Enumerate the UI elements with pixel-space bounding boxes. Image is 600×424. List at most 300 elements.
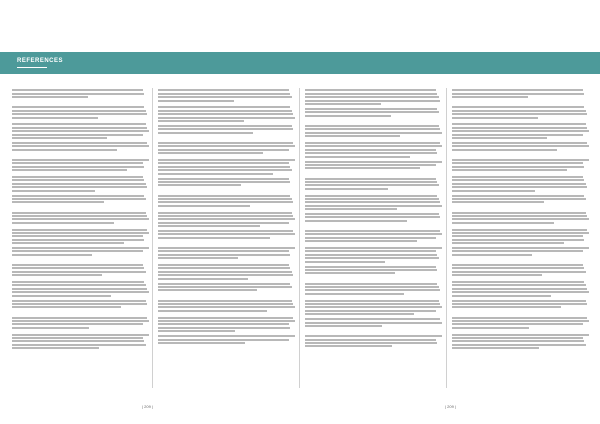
text-line-placeholder bbox=[158, 215, 293, 217]
text-line-placeholder bbox=[452, 96, 528, 98]
text-line-placeholder bbox=[158, 149, 289, 151]
reference-entry bbox=[158, 142, 296, 156]
text-line-placeholder bbox=[452, 137, 547, 139]
text-line-placeholder bbox=[305, 152, 437, 154]
text-line-placeholder bbox=[158, 113, 293, 115]
text-line-placeholder bbox=[452, 317, 587, 319]
reference-entry bbox=[452, 334, 590, 350]
reference-entry bbox=[12, 195, 150, 209]
text-line-placeholder bbox=[158, 128, 293, 130]
reference-column-1 bbox=[12, 88, 150, 394]
text-line-placeholder bbox=[12, 344, 146, 346]
text-line-placeholder bbox=[452, 134, 583, 136]
reference-entry bbox=[452, 281, 590, 297]
text-line-placeholder bbox=[305, 230, 440, 232]
text-line-placeholder bbox=[12, 320, 149, 322]
text-line-placeholder bbox=[158, 283, 290, 285]
text-line-placeholder bbox=[158, 145, 295, 147]
text-line-placeholder bbox=[12, 117, 98, 119]
text-line-placeholder bbox=[12, 235, 143, 237]
text-line-placeholder bbox=[452, 176, 583, 178]
text-line-placeholder bbox=[305, 181, 437, 183]
text-line-placeholder bbox=[12, 96, 88, 98]
text-line-placeholder bbox=[158, 125, 292, 127]
reference-entry bbox=[305, 213, 443, 227]
text-line-placeholder bbox=[158, 278, 248, 280]
reference-entry bbox=[12, 334, 150, 350]
text-line-placeholder bbox=[452, 201, 544, 203]
text-line-placeholder bbox=[305, 100, 440, 102]
text-line-placeholder bbox=[305, 325, 382, 327]
reference-entry bbox=[452, 229, 590, 245]
reference-entry bbox=[158, 283, 296, 297]
text-line-placeholder bbox=[452, 113, 587, 115]
text-line-placeholder bbox=[305, 178, 436, 180]
text-line-placeholder bbox=[452, 274, 542, 276]
reference-entry bbox=[12, 106, 150, 120]
text-line-placeholder bbox=[158, 100, 234, 102]
text-line-placeholder bbox=[305, 313, 414, 315]
reference-entry bbox=[305, 247, 443, 263]
text-line-placeholder bbox=[12, 190, 95, 192]
text-line-placeholder bbox=[12, 179, 144, 181]
text-line-placeholder bbox=[12, 145, 149, 147]
reference-entry bbox=[158, 125, 296, 139]
text-line-placeholder bbox=[305, 103, 381, 105]
text-line-placeholder bbox=[158, 195, 290, 197]
reference-entry bbox=[305, 142, 443, 158]
reference-entry bbox=[305, 266, 443, 280]
text-line-placeholder bbox=[452, 179, 584, 181]
text-line-placeholder bbox=[158, 222, 289, 224]
text-line-placeholder bbox=[12, 212, 146, 214]
text-line-placeholder bbox=[452, 110, 586, 112]
reference-entry bbox=[12, 247, 150, 261]
text-line-placeholder bbox=[452, 162, 583, 164]
text-line-placeholder bbox=[305, 345, 392, 347]
text-line-placeholder bbox=[305, 188, 388, 190]
reference-entry bbox=[305, 161, 443, 175]
reference-column-3 bbox=[305, 88, 443, 394]
reference-entry bbox=[158, 195, 296, 209]
text-line-placeholder bbox=[158, 117, 295, 119]
reference-entry bbox=[452, 142, 590, 156]
text-line-placeholder bbox=[12, 113, 147, 115]
text-line-placeholder bbox=[452, 247, 589, 249]
text-line-placeholder bbox=[452, 291, 589, 293]
text-line-placeholder bbox=[305, 342, 437, 344]
text-line-placeholder bbox=[12, 166, 144, 168]
column-divider bbox=[152, 88, 153, 388]
text-line-placeholder bbox=[305, 261, 385, 263]
text-line-placeholder bbox=[12, 137, 107, 139]
reference-entry bbox=[158, 300, 296, 314]
reference-entry bbox=[452, 317, 590, 331]
text-line-placeholder bbox=[305, 198, 439, 200]
text-line-placeholder bbox=[158, 225, 260, 227]
text-line-placeholder bbox=[305, 125, 439, 127]
text-line-placeholder bbox=[12, 110, 146, 112]
text-line-placeholder bbox=[305, 111, 439, 113]
text-line-placeholder bbox=[12, 295, 111, 297]
reference-entry bbox=[158, 317, 296, 333]
text-line-placeholder bbox=[305, 286, 439, 288]
text-line-placeholder bbox=[305, 115, 391, 117]
text-line-placeholder bbox=[158, 247, 295, 249]
text-line-placeholder bbox=[158, 162, 289, 164]
text-line-placeholder bbox=[12, 284, 146, 286]
text-line-placeholder bbox=[158, 310, 267, 312]
text-line-placeholder bbox=[158, 306, 295, 308]
text-line-placeholder bbox=[158, 110, 292, 112]
text-line-placeholder bbox=[305, 322, 442, 324]
reference-entry bbox=[12, 176, 150, 192]
text-line-placeholder bbox=[305, 310, 436, 312]
text-line-placeholder bbox=[305, 156, 410, 158]
text-line-placeholder bbox=[305, 257, 439, 259]
text-line-placeholder bbox=[158, 184, 241, 186]
reference-entry bbox=[158, 159, 296, 175]
text-line-placeholder bbox=[12, 149, 117, 151]
text-line-placeholder bbox=[158, 181, 290, 183]
text-line-placeholder bbox=[12, 127, 147, 129]
text-line-placeholder bbox=[12, 250, 143, 252]
text-line-placeholder bbox=[452, 271, 586, 273]
text-line-placeholder bbox=[452, 303, 587, 305]
text-line-placeholder bbox=[158, 106, 290, 108]
text-line-placeholder bbox=[305, 128, 440, 130]
text-line-placeholder bbox=[12, 242, 124, 244]
text-line-placeholder bbox=[158, 303, 293, 305]
text-line-placeholder bbox=[158, 152, 263, 154]
text-line-placeholder bbox=[452, 284, 586, 286]
text-line-placeholder bbox=[158, 317, 293, 319]
text-line-placeholder bbox=[12, 303, 147, 305]
text-line-placeholder bbox=[452, 344, 586, 346]
text-line-placeholder bbox=[158, 267, 290, 269]
text-line-placeholder bbox=[12, 274, 102, 276]
text-line-placeholder bbox=[305, 289, 440, 291]
text-line-placeholder bbox=[305, 303, 440, 305]
text-line-placeholder bbox=[158, 327, 290, 329]
reference-entry bbox=[158, 89, 296, 103]
text-line-placeholder bbox=[158, 286, 292, 288]
text-line-placeholder bbox=[12, 222, 114, 224]
text-line-placeholder bbox=[12, 317, 147, 319]
reference-entry bbox=[305, 230, 443, 244]
text-line-placeholder bbox=[158, 271, 292, 273]
text-line-placeholder bbox=[158, 96, 292, 98]
text-line-placeholder bbox=[12, 162, 143, 164]
text-line-placeholder bbox=[305, 132, 442, 134]
text-line-placeholder bbox=[305, 318, 440, 320]
text-line-placeholder bbox=[452, 186, 587, 188]
reference-entry bbox=[452, 123, 590, 139]
text-line-placeholder bbox=[12, 271, 146, 273]
reference-entry bbox=[305, 318, 443, 332]
text-line-placeholder bbox=[12, 267, 144, 269]
section-header-bar bbox=[0, 52, 600, 74]
text-line-placeholder bbox=[12, 183, 146, 185]
text-line-placeholder bbox=[305, 339, 436, 341]
text-line-placeholder bbox=[158, 173, 273, 175]
reference-entry bbox=[452, 264, 590, 278]
reference-entry bbox=[12, 142, 150, 156]
text-line-placeholder bbox=[305, 142, 440, 144]
text-line-placeholder bbox=[305, 184, 439, 186]
text-line-placeholder bbox=[452, 242, 564, 244]
text-line-placeholder bbox=[305, 205, 442, 207]
reference-column-4 bbox=[452, 88, 590, 394]
reference-entry bbox=[452, 159, 590, 173]
text-line-placeholder bbox=[452, 198, 586, 200]
reference-entry bbox=[12, 159, 150, 173]
text-line-placeholder bbox=[305, 269, 437, 271]
text-line-placeholder bbox=[305, 167, 420, 169]
text-line-placeholder bbox=[12, 300, 146, 302]
text-line-placeholder bbox=[12, 201, 104, 203]
column-divider bbox=[299, 88, 300, 388]
text-line-placeholder bbox=[452, 222, 554, 224]
text-line-placeholder bbox=[452, 169, 567, 171]
section-title-underline bbox=[17, 67, 47, 68]
reference-entry bbox=[12, 212, 150, 226]
text-line-placeholder bbox=[305, 149, 436, 151]
text-line-placeholder bbox=[158, 212, 292, 214]
reference-entry bbox=[305, 89, 443, 105]
text-line-placeholder bbox=[12, 106, 144, 108]
text-line-placeholder bbox=[452, 334, 589, 336]
text-line-placeholder bbox=[305, 135, 400, 137]
text-line-placeholder bbox=[452, 190, 535, 192]
text-line-placeholder bbox=[305, 266, 436, 268]
text-line-placeholder bbox=[158, 289, 257, 291]
text-line-placeholder bbox=[12, 159, 149, 161]
reference-entry bbox=[452, 212, 590, 226]
text-line-placeholder bbox=[158, 169, 292, 171]
text-line-placeholder bbox=[452, 89, 583, 91]
text-line-placeholder bbox=[305, 96, 439, 98]
reference-entry bbox=[305, 108, 443, 122]
reference-entry bbox=[158, 178, 296, 192]
text-line-placeholder bbox=[158, 233, 295, 235]
text-line-placeholder bbox=[305, 195, 437, 197]
text-line-placeholder bbox=[305, 240, 417, 242]
text-line-placeholder bbox=[452, 183, 586, 185]
text-line-placeholder bbox=[452, 106, 584, 108]
reference-entry bbox=[452, 89, 590, 103]
text-line-placeholder bbox=[158, 218, 295, 220]
text-line-placeholder bbox=[12, 347, 99, 349]
text-line-placeholder bbox=[452, 235, 583, 237]
text-line-placeholder bbox=[452, 295, 551, 297]
text-line-placeholder bbox=[12, 337, 143, 339]
section-title: REFERENCES bbox=[17, 58, 64, 64]
text-line-placeholder bbox=[12, 327, 89, 329]
text-line-placeholder bbox=[305, 216, 440, 218]
text-line-placeholder bbox=[158, 230, 293, 232]
text-line-placeholder bbox=[158, 257, 238, 259]
text-line-placeholder bbox=[305, 201, 440, 203]
text-line-placeholder bbox=[452, 145, 589, 147]
text-line-placeholder bbox=[305, 306, 442, 308]
text-line-placeholder bbox=[305, 89, 436, 91]
text-line-placeholder bbox=[12, 169, 127, 171]
text-line-placeholder bbox=[158, 300, 292, 302]
text-line-placeholder bbox=[12, 281, 144, 283]
text-line-placeholder bbox=[158, 89, 289, 91]
text-line-placeholder bbox=[158, 201, 293, 203]
reference-entry bbox=[452, 106, 590, 120]
text-line-placeholder bbox=[305, 283, 437, 285]
text-line-placeholder bbox=[12, 218, 149, 220]
text-line-placeholder bbox=[305, 145, 442, 147]
text-line-placeholder bbox=[12, 340, 144, 342]
text-line-placeholder bbox=[452, 239, 584, 241]
text-line-placeholder bbox=[452, 195, 584, 197]
text-line-placeholder bbox=[452, 337, 583, 339]
text-line-placeholder bbox=[158, 274, 293, 276]
reference-entry bbox=[305, 300, 443, 316]
text-line-placeholder bbox=[158, 142, 293, 144]
text-line-placeholder bbox=[12, 254, 92, 256]
column-divider bbox=[446, 88, 447, 388]
text-line-placeholder bbox=[452, 215, 587, 217]
text-line-placeholder bbox=[158, 132, 253, 134]
text-line-placeholder bbox=[12, 195, 144, 197]
reference-entry bbox=[305, 125, 443, 139]
text-line-placeholder bbox=[158, 205, 250, 207]
reference-entry bbox=[158, 212, 296, 228]
text-line-placeholder bbox=[452, 229, 587, 231]
page-number-right: | 209 | bbox=[445, 404, 456, 409]
text-line-placeholder bbox=[158, 335, 295, 337]
text-line-placeholder bbox=[452, 323, 583, 325]
text-line-placeholder bbox=[12, 229, 147, 231]
reference-entry bbox=[305, 178, 443, 192]
text-line-placeholder bbox=[452, 281, 584, 283]
text-line-placeholder bbox=[12, 176, 143, 178]
text-line-placeholder bbox=[158, 254, 290, 256]
text-line-placeholder bbox=[158, 237, 270, 239]
text-line-placeholder bbox=[158, 339, 289, 341]
text-line-placeholder bbox=[452, 340, 584, 342]
text-line-placeholder bbox=[305, 208, 397, 210]
text-line-placeholder bbox=[452, 264, 583, 266]
text-line-placeholder bbox=[452, 159, 589, 161]
text-line-placeholder bbox=[305, 164, 436, 166]
reference-entry bbox=[305, 335, 443, 349]
text-line-placeholder bbox=[305, 161, 442, 163]
text-line-placeholder bbox=[305, 213, 439, 215]
text-line-placeholder bbox=[158, 330, 235, 332]
text-line-placeholder bbox=[305, 93, 437, 95]
reference-column-2 bbox=[158, 88, 296, 394]
text-line-placeholder bbox=[305, 220, 407, 222]
text-line-placeholder bbox=[12, 142, 147, 144]
reference-entry bbox=[12, 89, 150, 103]
text-line-placeholder bbox=[12, 291, 149, 293]
text-line-placeholder bbox=[12, 288, 147, 290]
text-line-placeholder bbox=[12, 215, 147, 217]
reference-entry bbox=[305, 283, 443, 297]
text-line-placeholder bbox=[12, 232, 149, 234]
reference-entry bbox=[452, 195, 590, 209]
text-line-placeholder bbox=[158, 323, 289, 325]
text-line-placeholder bbox=[158, 250, 289, 252]
text-line-placeholder bbox=[452, 300, 586, 302]
text-line-placeholder bbox=[158, 198, 292, 200]
text-line-placeholder bbox=[158, 166, 290, 168]
text-line-placeholder bbox=[452, 306, 561, 308]
text-line-placeholder bbox=[305, 254, 437, 256]
text-line-placeholder bbox=[158, 120, 244, 122]
text-line-placeholder bbox=[452, 288, 587, 290]
text-line-placeholder bbox=[12, 247, 149, 249]
text-line-placeholder bbox=[12, 130, 149, 132]
text-line-placeholder bbox=[305, 233, 442, 235]
text-line-placeholder bbox=[452, 250, 583, 252]
reference-entry bbox=[12, 229, 150, 245]
reference-entry bbox=[158, 230, 296, 244]
text-line-placeholder bbox=[452, 232, 589, 234]
text-line-placeholder bbox=[158, 178, 289, 180]
text-line-placeholder bbox=[305, 335, 442, 337]
text-line-placeholder bbox=[452, 320, 589, 322]
reference-entry bbox=[12, 264, 150, 278]
text-line-placeholder bbox=[158, 159, 295, 161]
text-line-placeholder bbox=[12, 239, 144, 241]
text-line-placeholder bbox=[12, 134, 143, 136]
reference-entry bbox=[12, 123, 150, 139]
text-line-placeholder bbox=[12, 93, 144, 95]
text-line-placeholder bbox=[452, 347, 539, 349]
text-line-placeholder bbox=[305, 293, 404, 295]
text-line-placeholder bbox=[12, 89, 143, 91]
text-line-placeholder bbox=[452, 212, 586, 214]
text-line-placeholder bbox=[158, 320, 295, 322]
reference-entry bbox=[452, 300, 590, 314]
reference-entry bbox=[158, 264, 296, 280]
reference-entry bbox=[158, 247, 296, 261]
text-line-placeholder bbox=[452, 267, 584, 269]
reference-entry bbox=[12, 317, 150, 331]
text-line-placeholder bbox=[305, 247, 442, 249]
text-line-placeholder bbox=[158, 342, 245, 344]
text-line-placeholder bbox=[305, 237, 436, 239]
page-number-left: | 209 | bbox=[142, 404, 153, 409]
text-line-placeholder bbox=[452, 166, 584, 168]
reference-entry bbox=[158, 106, 296, 122]
reference-entry bbox=[12, 281, 150, 297]
text-line-placeholder bbox=[12, 186, 147, 188]
text-line-placeholder bbox=[12, 306, 121, 308]
text-line-placeholder bbox=[12, 264, 143, 266]
text-line-placeholder bbox=[12, 334, 149, 336]
text-line-placeholder bbox=[158, 93, 290, 95]
text-line-placeholder bbox=[158, 264, 289, 266]
text-line-placeholder bbox=[12, 123, 146, 125]
reference-entry bbox=[452, 176, 590, 192]
reference-entry bbox=[452, 247, 590, 261]
reference-entry bbox=[12, 300, 150, 314]
text-line-placeholder bbox=[12, 198, 146, 200]
text-line-placeholder bbox=[452, 142, 587, 144]
text-line-placeholder bbox=[452, 127, 587, 129]
text-line-placeholder bbox=[452, 93, 584, 95]
text-line-placeholder bbox=[305, 272, 395, 274]
text-line-placeholder bbox=[305, 108, 437, 110]
